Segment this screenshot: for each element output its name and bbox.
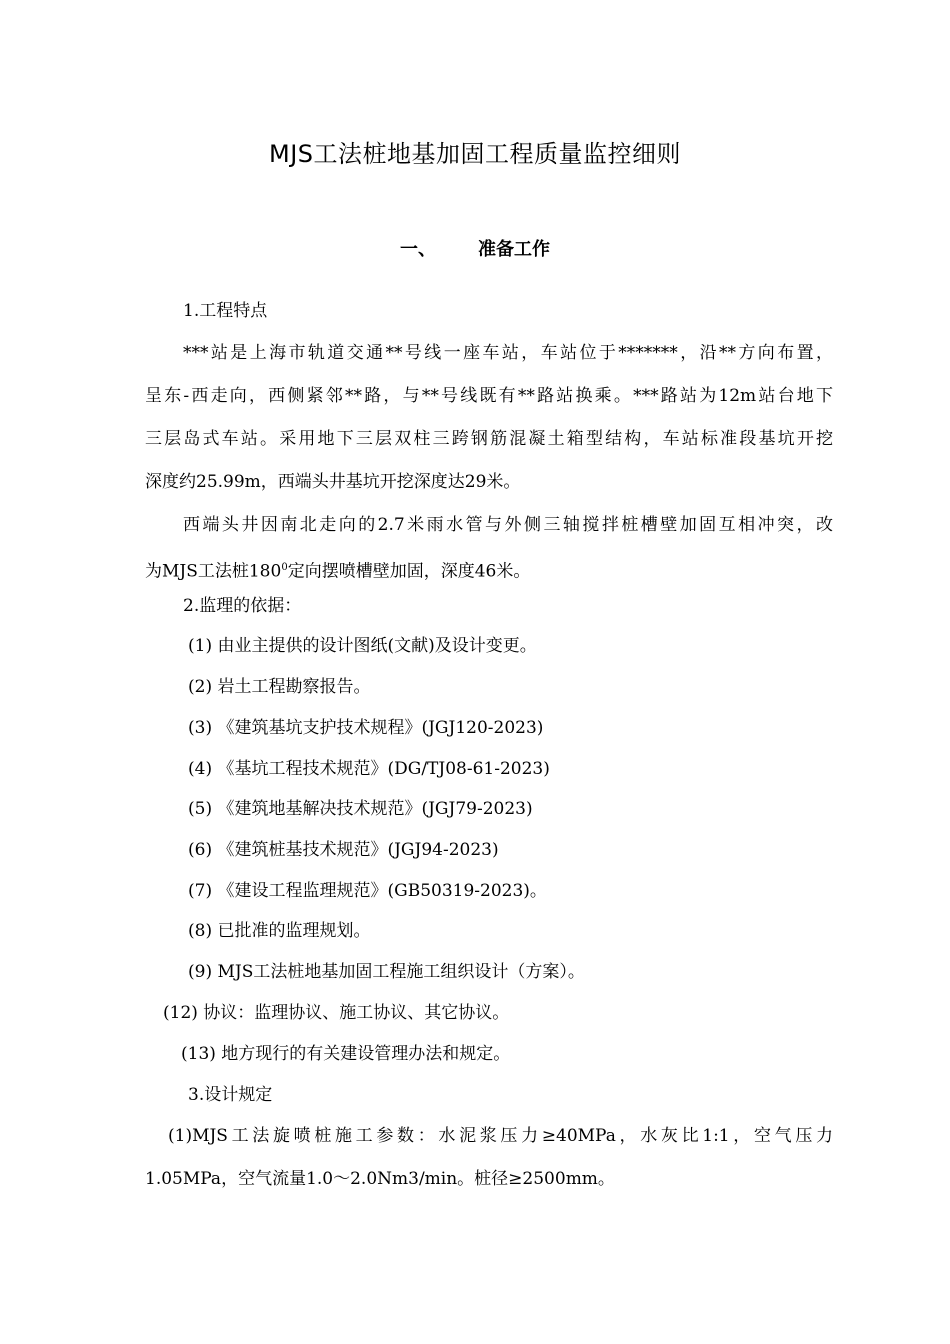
basis-item-6: (6) 《建筑桩基技术规范》(JGJ94-2023) (188, 840, 499, 860)
section-heading (0, 235, 950, 261)
basis-item-13: (13) 地方现行的有关建设管理办法和规定。 (181, 1044, 511, 1064)
paragraph1-line1: ***站是上海市轨道交通**号线一座车站，车站位于*******，沿**方向布置， (183, 343, 833, 363)
subheading-project-features: 1.工程特点 (183, 301, 268, 321)
basis-item-1: (1) 由业主提供的设计图纸(文献)及设计变更。 (188, 636, 537, 656)
paragraph2-line2-post: 定向摆喷槽壁加固，深度46米。 (287, 561, 531, 582)
subheading-design-requirements: 3.设计规定 (188, 1085, 273, 1105)
basis-item-9: (9) MJS工法桩地基加固工程施工组织设计（方案）。 (188, 962, 585, 982)
design-line2: 1.05MPa，空气流量1.0～2.0Nm3/min。桩径≥2500mm。 (145, 1169, 615, 1189)
basis-item-7: (7) 《建设工程监理规范》(GB50319-2023)。 (188, 881, 547, 901)
basis-item-3: (3) 《建筑基坑支护技术规程》(JGJ120-2023) (188, 718, 544, 738)
document-title: MJS工法桩地基加固工程质量监控细则 (268, 140, 682, 168)
basis-item-5: (5) 《建筑地基解决技术规范》(JGJ79-2023) (188, 799, 533, 819)
basis-item-8: (8) 已批准的监理规划。 (188, 921, 371, 941)
paragraph2-line1: 西端头井因南北走向的2.7米雨水管与外侧三轴搅拌桩槽壁加固互相冲突，改 (183, 515, 833, 535)
paragraph2-line2-pre: 为MJS工法桩180 (145, 561, 282, 582)
basis-item-4: (4) 《基坑工程技术规范》(DG/TJ08-61-2023) (188, 759, 550, 779)
degree-superscript: 0 (281, 562, 288, 573)
paragraph2-line2 (145, 556, 833, 584)
design-line1: (1)MJS工法旋喷桩施工参数：水泥浆压力≥40MPa，水灰比1:1，空气压力 (168, 1126, 833, 1146)
basis-item-2: (2) 岩土工程勘察报告。 (188, 677, 371, 697)
subheading-supervision-basis: 2.监理的依据： (183, 596, 302, 616)
section-label: 准备工作 (478, 239, 550, 260)
section-number: 一、 (400, 239, 436, 260)
basis-item-12: (12) 协议：监理协议、施工协议、其它协议。 (163, 1003, 510, 1023)
paragraph1-line2: 呈东-西走向，西侧紧邻**路，与**号线既有**路站换乘。***路站为12m站台地下 (145, 386, 833, 406)
paragraph1-line4: 深度约25.99m，西端头井基坑开挖深度达29米。 (145, 472, 521, 492)
paragraph1-line3: 三层岛式车站。采用地下三层双柱三跨钢筋混凝土箱型结构，车站标准段基坑开挖 (145, 429, 833, 449)
